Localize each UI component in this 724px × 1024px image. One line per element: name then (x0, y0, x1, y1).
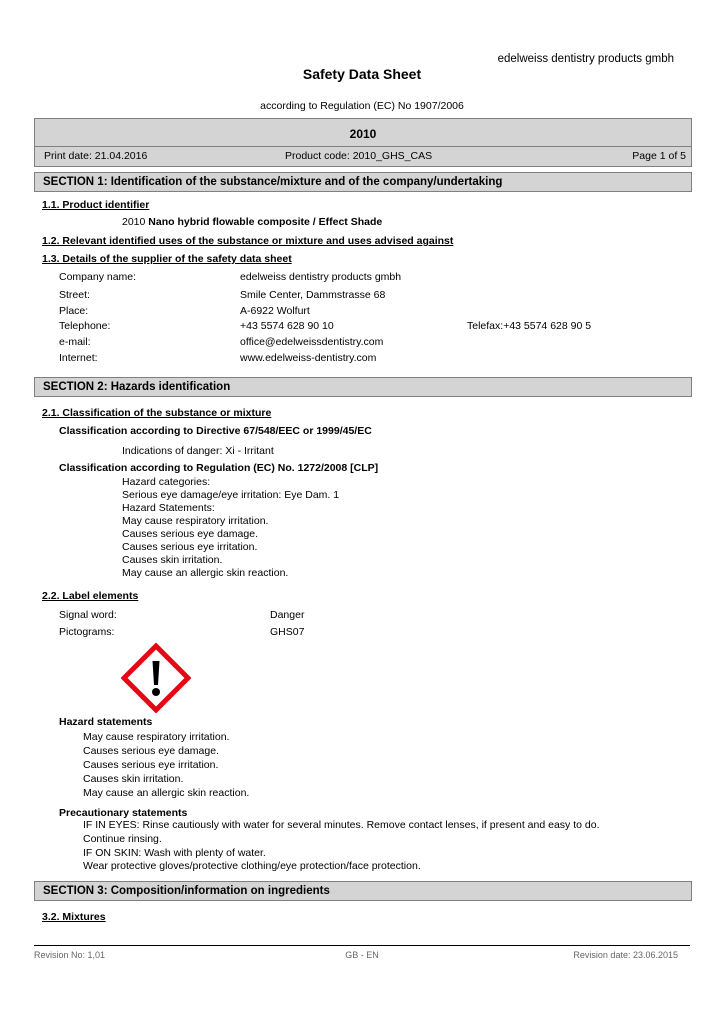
subsection-3-2-title: 3.2. Mixtures (42, 911, 106, 923)
clp-line: Causes skin irritation. (122, 554, 223, 566)
supplier-value-place: A-6922 Wolfurt (240, 305, 310, 317)
hazard-statement: May cause an allergic skin reaction. (83, 787, 250, 799)
supplier-value-internet: www.edelweiss-dentistry.com (240, 352, 377, 364)
print-date: Print date: 21.04.2016 (44, 150, 148, 162)
subsection-1-3-title: 1.3. Details of the supplier of the safety data sheet (42, 253, 292, 265)
supplier-label-telephone: Telephone: (59, 320, 111, 332)
revision-number: Revision No: 1,01 (34, 950, 106, 960)
precautionary-statement: IF ON SKIN: Wash with plenty of water. (83, 847, 266, 859)
section-2-header: SECTION 2: Hazards identification (34, 377, 692, 397)
supplier-label-company: Company name: (59, 271, 137, 283)
product-code: Product code: 2010_GHS_CAS (285, 150, 433, 162)
indications-of-danger: Indications of danger: Xi - Irritant (122, 445, 274, 457)
hazard-statement: May cause respiratory irritation. (83, 731, 230, 743)
precautionary-statement: IF IN EYES: Rinse cautiously with water for several minutes. Remove contact lenses, if present and easy to do. (83, 819, 600, 831)
revision-date: Revision date: 23.06.2015 (573, 950, 678, 960)
supplier-label-place: Place: (59, 305, 89, 317)
product-identifier-name: Nano hybrid flowable composite / Effect Shade (148, 216, 383, 228)
subsection-1-1-title: 1.1. Product identifier (42, 199, 150, 211)
subsection-2-1-title: 2.1. Classification of the substance or mixture (42, 407, 272, 419)
hazard-statements-heading: Hazard statements (59, 716, 153, 728)
supplier-value-company: edelweiss dentistry products gmbh (240, 271, 402, 283)
supplier-label-street: Street: (59, 289, 90, 301)
clp-classification-heading: Classification according to Regulation (EC) No. 1272/2008 [CLP] (59, 462, 379, 474)
supplier-label-internet: Internet: (59, 352, 98, 364)
supplier-telefax (467, 320, 591, 332)
clp-line: May cause respiratory irritation. (122, 515, 269, 527)
clp-line: Hazard Statements: (122, 502, 215, 514)
footer-divider (34, 945, 690, 946)
supplier-value-street: Smile Center, Dammstrasse 68 (240, 289, 386, 301)
product-identifier (122, 216, 382, 228)
precautionary-statements-heading: Precautionary statements (59, 807, 188, 819)
exclamation-mark-icon (121, 643, 191, 713)
precautionary-statement: Continue rinsing. (83, 833, 162, 845)
signal-word-label: Signal word: (59, 609, 117, 621)
hazard-statement: Causes serious eye damage. (83, 745, 219, 757)
pictograms-value: GHS07 (270, 626, 305, 638)
section-3-header: SECTION 3: Composition/information on ingredients (34, 881, 692, 901)
directive-classification-heading: Classification according to Directive 67/548/EEC or 1999/45/EC (59, 425, 372, 437)
pictograms-label: Pictograms: (59, 626, 115, 638)
regulation-line: according to Regulation (EC) No 1907/2006 (260, 100, 464, 112)
subsection-2-2-title: 2.2. Label elements (42, 590, 139, 602)
precautionary-statement: Wear protective gloves/protective clothing/eye protection/face protection. (83, 860, 421, 872)
clp-line: Serious eye damage/eye irritation: Eye Dam. 1 (122, 489, 340, 501)
signal-word-value: Danger (270, 609, 305, 621)
header-box (34, 118, 692, 167)
subsection-1-2-title: 1.2. Relevant identified uses of the substance or mixture and uses advised against (42, 235, 454, 247)
supplier-value-email: office@edelweissdentistry.com (240, 336, 384, 348)
telefax-label: Telefax: (467, 320, 504, 332)
hazard-statement: Causes skin irritation. (83, 773, 184, 785)
telefax-value: +43 5574 628 90 5 (503, 320, 592, 332)
page-number: Page 1 of 5 (632, 150, 686, 162)
clp-line: May cause an allergic skin reaction. (122, 567, 289, 579)
product-identifier-code: 2010 (122, 216, 146, 228)
company-name: edelweiss dentistry products gmbh (497, 53, 674, 65)
clp-line: Causes serious eye damage. (122, 528, 258, 540)
language-code: GB - EN (345, 950, 379, 960)
clp-line: Causes serious eye irritation. (122, 541, 258, 553)
clp-line: Hazard categories: (122, 476, 211, 488)
product-name: 2010 (349, 127, 377, 141)
document-title: Safety Data Sheet (302, 66, 422, 82)
supplier-value-telephone: +43 5574 628 90 10 (240, 320, 334, 332)
section-1-header: SECTION 1: Identification of the substance/mixture and of the company/undertaking (34, 172, 692, 192)
header-divider (35, 146, 691, 147)
hazard-statement: Causes serious eye irritation. (83, 759, 219, 771)
supplier-label-email: e-mail: (59, 336, 91, 348)
